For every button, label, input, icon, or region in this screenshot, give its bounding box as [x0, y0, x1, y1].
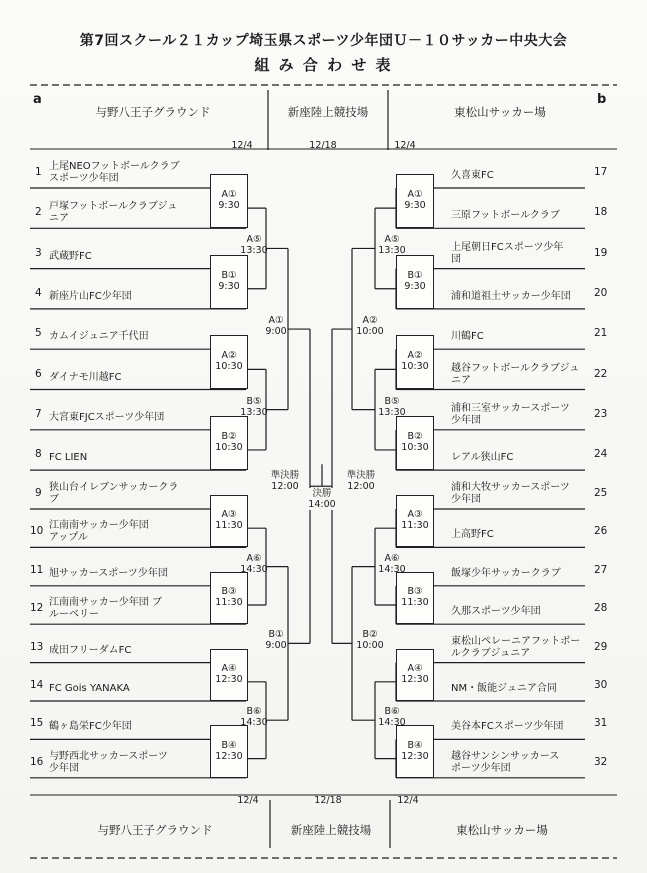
team-name: レアル狭山FC — [451, 452, 514, 464]
team-name: 久喜東FC — [451, 170, 494, 181]
venue-left-bottom: 与野八王子グラウンド — [97, 823, 213, 837]
team-name: 浦和道祖土サッカー少年団 — [451, 290, 571, 302]
team-name: 大宮東FJCスポーツ少年団 — [49, 411, 165, 423]
match-box: B④ 12:30 — [210, 725, 248, 777]
team-number: 23 — [594, 407, 608, 420]
team-name: 旭サッカースポーツ少年団 — [49, 567, 168, 579]
semifinal-right-label: 準決勝 12:00 — [338, 470, 384, 492]
team-name: 越谷サンシンサッカース ポーツ少年団 — [451, 750, 560, 774]
match-box: B③ 11:30 — [396, 572, 434, 624]
venue-center-top: 新座陸上競技場 — [287, 105, 369, 119]
team-number: 25 — [594, 487, 608, 499]
team-name: FC Gois YANAKA — [49, 683, 130, 694]
team-number: 5 — [35, 327, 42, 340]
match-box: B① 9:30 — [210, 255, 248, 309]
match-label: A⑤ 13:30 — [378, 234, 406, 257]
final-label: 決勝 14:00 — [302, 488, 342, 510]
team-number: 21 — [594, 327, 608, 340]
match-label: B⑥ 14:30 — [240, 706, 268, 729]
team-name: 江南南サッカー少年団 アップル — [49, 520, 149, 544]
team-name: 狭山台イレブンサッカークラ ブ — [49, 482, 179, 505]
match-box: A④ 12:30 — [396, 649, 434, 701]
match-label: B⑤ 13:30 — [378, 395, 406, 418]
venue-center-bottom: 新座陸上競技場 — [290, 823, 372, 837]
team-number: 8 — [35, 448, 42, 461]
venue-right-top: 東松山サッカー場 — [454, 105, 546, 119]
match-box: B① 9:30 — [396, 255, 434, 309]
team-name: 戸塚フットボールクラブジュ ニア — [49, 201, 178, 225]
venue-right-bottom: 東松山サッカー場 — [456, 823, 548, 837]
team-name: FC LIEN — [49, 452, 88, 464]
date-center-bottom: 12/18 — [314, 795, 342, 806]
team-number: 1 — [35, 166, 42, 178]
match-box: A② 10:30 — [210, 335, 248, 389]
team-name: 成田フリーダムFC — [49, 644, 132, 656]
team-number: 29 — [594, 640, 608, 653]
team-name: 新座片山FC少年団 — [49, 290, 132, 302]
team-number: 4 — [35, 286, 42, 299]
match-label: A⑥ 14:30 — [240, 552, 268, 575]
team-number: 9 — [35, 487, 42, 499]
date-left-top: 12/4 — [231, 140, 253, 151]
team-number: 31 — [594, 717, 608, 730]
match-box: A① 9:30 — [210, 174, 248, 228]
match-box: A③ 11:30 — [396, 495, 434, 547]
team-number: 24 — [594, 448, 608, 461]
team-name: 武蔵野FC — [49, 250, 92, 262]
team-number: 22 — [594, 367, 608, 380]
date-left-bottom: 12/4 — [237, 795, 259, 806]
team-name: NM・飯能ジュニア合同 — [451, 683, 557, 694]
team-number: 14 — [30, 679, 44, 691]
match-label: A⑥ 14:30 — [378, 552, 406, 575]
match-label: A⑤ 13:30 — [240, 234, 268, 257]
match-label: B⑥ 14:30 — [378, 706, 406, 729]
match-box: A③ 11:30 — [210, 495, 248, 547]
team-number: 26 — [594, 525, 608, 538]
team-number: 32 — [594, 755, 608, 768]
team-number: 20 — [594, 286, 608, 299]
team-number: 28 — [594, 602, 608, 615]
team-name: 上高野FC — [451, 529, 494, 541]
match-label: B② 10:00 — [356, 629, 384, 652]
date-right-bottom: 12/4 — [397, 795, 419, 806]
match-label: A② 10:00 — [356, 315, 384, 338]
team-number: 11 — [30, 563, 44, 576]
date-right-top: 12/4 — [394, 140, 416, 151]
match-box: A② 10:30 — [396, 335, 434, 389]
team-name: 飯塚少年サッカークラブ — [451, 567, 561, 579]
match-box: B③ 11:30 — [210, 572, 248, 624]
team-number: 3 — [35, 246, 42, 259]
team-name: 浦和大牧サッカースポーツ 少年団 — [451, 482, 570, 505]
match-label: B① 9:00 — [265, 629, 287, 652]
match-box: B④ 12:30 — [396, 725, 434, 777]
team-name: 越谷フットボールクラブジュ ニア — [451, 362, 580, 386]
team-name: 久那スポーツ少年団 — [451, 606, 541, 618]
match-label: B⑤ 13:30 — [240, 395, 268, 418]
match-box: B② 10:30 — [210, 416, 248, 470]
team-name: 美谷本FCスポーツ少年団 — [451, 721, 564, 733]
team-number: 18 — [594, 206, 608, 219]
team-name: 江南南サッカー少年団 ブ ルーベリー — [49, 597, 162, 621]
team-name: 浦和三室サッカースポーツ 少年団 — [451, 402, 570, 426]
team-name: カムイジュニア千代田 — [49, 331, 149, 343]
team-number: 17 — [594, 166, 608, 178]
team-number: 12 — [30, 602, 44, 615]
team-name: 与野西北サッカースポーツ 少年団 — [49, 750, 168, 774]
match-box: B② 10:30 — [396, 416, 434, 470]
team-number: 27 — [594, 563, 608, 576]
team-number: 2 — [35, 206, 42, 219]
date-center-top: 12/18 — [309, 140, 337, 151]
match-box: A① 9:30 — [396, 174, 434, 228]
match-label: A① 9:00 — [265, 315, 287, 338]
team-name: 鶴ヶ島栄FC少年団 — [49, 721, 132, 733]
team-number: 6 — [35, 367, 42, 380]
semifinal-left-label: 準決勝 12:00 — [262, 470, 308, 492]
corner-label-a: a — [33, 92, 42, 107]
corner-label-b: b — [597, 92, 607, 107]
page-subtitle: 組 み 合 わ せ 表 — [254, 56, 393, 74]
team-name: 上尾朝日FCスポーツ少年 団 — [451, 241, 564, 265]
team-name: 東松山ペレーニアフットボー ルクラブジュニア — [451, 635, 581, 659]
team-name: 三原フットボールクラブ — [451, 210, 560, 222]
team-name: 川鶴FC — [451, 331, 484, 343]
team-number: 16 — [30, 755, 44, 768]
match-box: A④ 12:30 — [210, 649, 248, 701]
team-number: 7 — [35, 407, 42, 420]
team-number: 10 — [30, 525, 44, 538]
page-title: 第7回スクール２１カップ埼玉県スポーツ少年団Ｕ－１０サッカー中央大会 — [79, 33, 568, 49]
team-name: ダイナモ川越FC — [49, 371, 122, 383]
team-number: 13 — [30, 640, 44, 653]
team-number: 15 — [30, 717, 44, 730]
team-number: 19 — [594, 246, 608, 259]
team-name: 上尾NEOフットボールクラブ スポーツ少年団 — [49, 161, 180, 184]
team-number: 30 — [594, 679, 608, 691]
venue-left-top: 与野八王子グラウンド — [95, 105, 211, 119]
